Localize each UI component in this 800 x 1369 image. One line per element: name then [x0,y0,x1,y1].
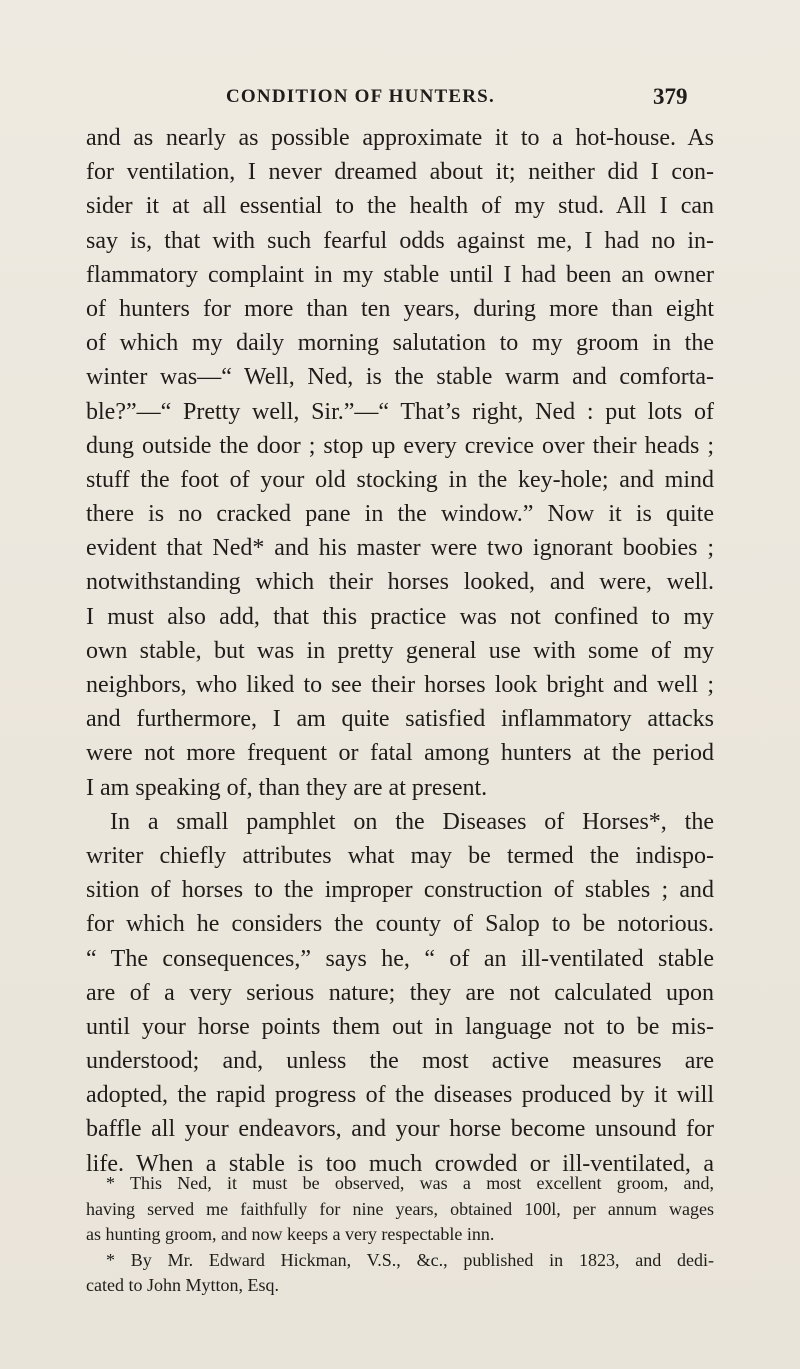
body-line: I must also add, that this practice was not confined to my [86,603,714,630]
body-line: sition of horses to the improper construction of stables ; and [86,877,714,904]
body-line: adopted, the rapid progress of the diseases produced by it will [86,1082,714,1109]
body-line: In a small pamphlet on the Diseases of Horses*, the [110,808,714,835]
footnote-line: cated to John Mytton, Esq. [86,1275,279,1295]
page-number: 379 [653,84,688,109]
body-line: life. When a stable is too much crowded or ill-ventilated, a [86,1150,714,1177]
body-line: notwithstanding which their horses looked, and were, well. [86,569,714,596]
body-line: ble?”—“ Pretty well, Sir.”—“ That’s right, Ned : put lots of [86,398,714,425]
running-head [0,84,800,114]
body-line: writer chiefly attributes what may be termed the indispo- [86,842,714,869]
footnote-line: having served me faithfully for nine years, obtained 100l, per annum wages [86,1198,714,1219]
body-line: winter was—“ Well, Ned, is the stable warm and comforta- [86,364,714,391]
body-line: neighbors, who liked to see their horses look bright and well ; [86,672,714,698]
body-line: own stable, but was in pretty general use with some of my [86,637,714,664]
body-line: sider it at all essential to the health of my stud. All I can [86,193,714,220]
body-line: were not more frequent or fatal among hunters at the period [86,740,714,767]
body-line: of which my daily morning salutation to my groom in the [86,330,714,357]
body-line: understood; and, unless the most active measures are [86,1048,714,1075]
body-line: stuff the foot of your old stocking in the key-hole; and mind [86,466,714,493]
body-line: evident that Ned* and his master were two ignorant boobies ; [86,535,714,562]
body-line: are of a very serious nature; they are not calculated upon [86,979,714,1006]
footnote-line: as hunting groom, and now keeps a very respectable inn. [86,1224,495,1244]
body-line: “ The consequences,” says he, “ of an ill-ventilated stable [86,945,714,972]
body-line: I am speaking of, than they are at present. [86,774,488,801]
body-line: baffle all your endeavors, and your horse become unsound for [86,1116,714,1143]
footnote-line: * By Mr. Edward Hickman, V.S., &c., published in 1823, and dedi- [106,1249,714,1270]
body-line: for ventilation, I never dreamed about it; neither did I con- [86,159,714,186]
body-line: and as nearly as possible approximate it to a hot-house. As [86,125,714,151]
body-line: until your horse points them out in language not to be mis- [86,1013,714,1040]
body-line: dung outside the door ; stop up every crevice over their heads ; [86,432,714,459]
body-line: there is no cracked pane in the window.” Now it is quite [86,501,714,528]
footnote-line: * This Ned, it must be observed, was a most excellent groom, and, [106,1173,714,1193]
body-line: for which he considers the county of Salop to be notorious. [86,911,714,938]
body-line: flammatory complaint in my stable until I had been an owner [86,261,714,288]
main-text [86,121,714,1181]
running-title: CONDITION OF HUNTERS. [226,86,495,107]
footnotes [86,1171,714,1299]
body-line: say is, that with such fearful odds against me, I had no in- [86,227,714,254]
body-line: and furthermore, I am quite satisfied inflammatory attacks [86,706,714,733]
body-line: of hunters for more than ten years, during more than eight [86,295,714,322]
